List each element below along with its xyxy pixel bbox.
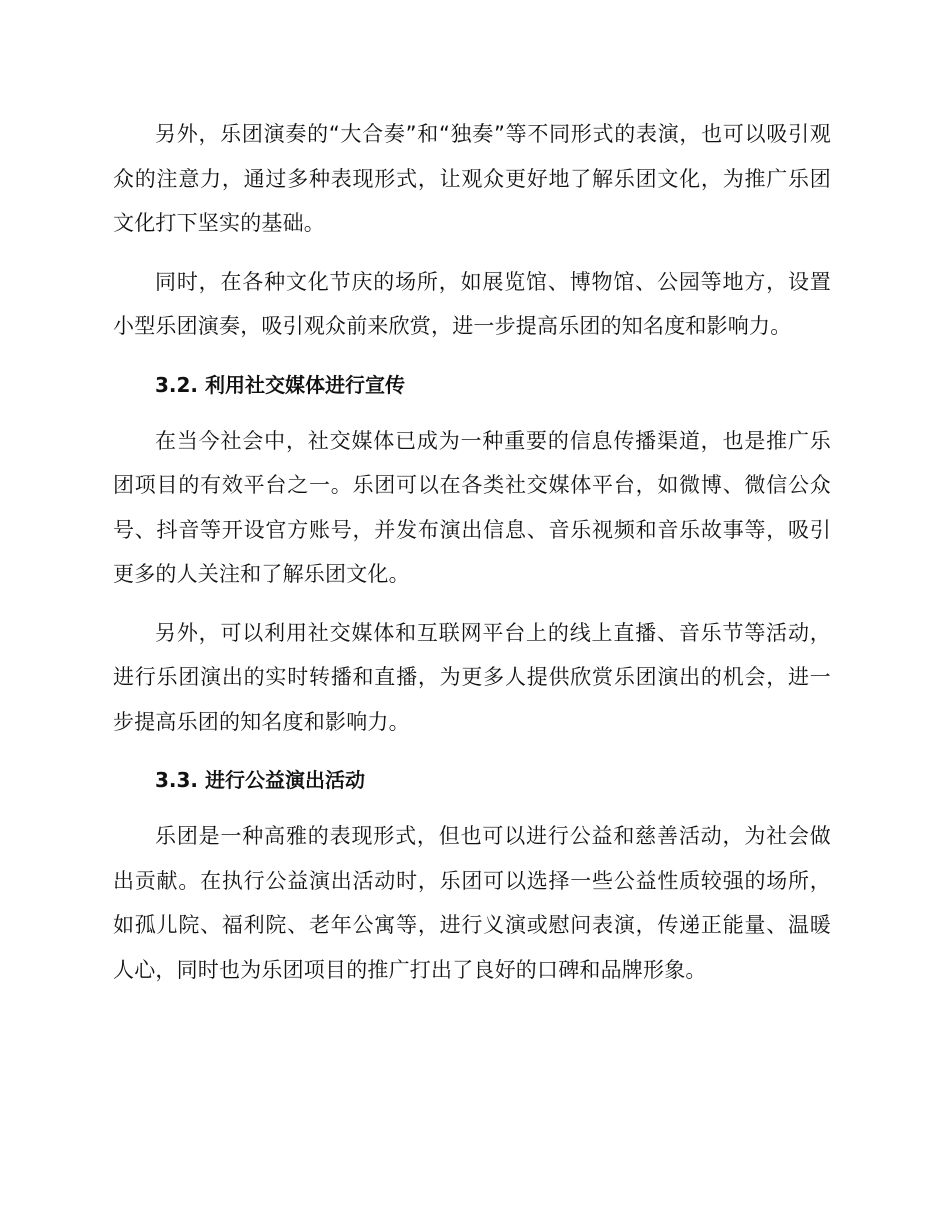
section-heading-3-2: 3.2. 利用社交媒体进行宣传 [155, 372, 405, 397]
paragraph-social-media-platforms: 在当今社会中，社交媒体已成为一种重要的信息传播渠道，也是推广乐团项目的有效平台之一。乐团可以在各类社交媒体平台，如微博、微信公众号、抖音等开设官方账号，并发布演出信息、音乐视频和音乐故事等，吸引更多的人关注和了解乐团文化。 [113, 428, 831, 586]
section-heading-3-3: 3.3. 进行公益演出活动 [155, 768, 365, 792]
paragraph-charity-performances: 乐团是一种高雅的表现形式，但也可以进行公益和慈善活动，为社会做出贡献。在执行公益演出活动时，乐团可以选择一些公益性质较强的场所，如孤儿院、福利院、老年公寓等，进行义演或慰问表演，传递正能量、温暖人心，同时也为乐团项目的推广打出了良好的口碑和品牌形象。 [113, 824, 831, 982]
paragraph-ensemble-forms: 另外，乐团演奏的“大合奏”和“独奏”等不同形式的表演，也可以吸引观众的注意力，通过多种表现形式，让观众更好地了解乐团文化，为推广乐团文化打下坚实的基础。 [113, 122, 831, 235]
paragraph-festival-venues: 同时，在各种文化节庆的场所，如展览馆、博物馆、公园等地方，设置小型乐团演奏，吸引观众前来欣赏，进一步提高乐团的知名度和影响力。 [113, 269, 831, 338]
document-page [113, 112, 831, 992]
paragraph-live-streaming: 另外，可以利用社交媒体和互联网平台上的线上直播、音乐节等活动，进行乐团演出的实时转播和直播，为更多人提供欣赏乐团演出的机会，进一步提高乐团的知名度和影响力。 [113, 620, 831, 734]
